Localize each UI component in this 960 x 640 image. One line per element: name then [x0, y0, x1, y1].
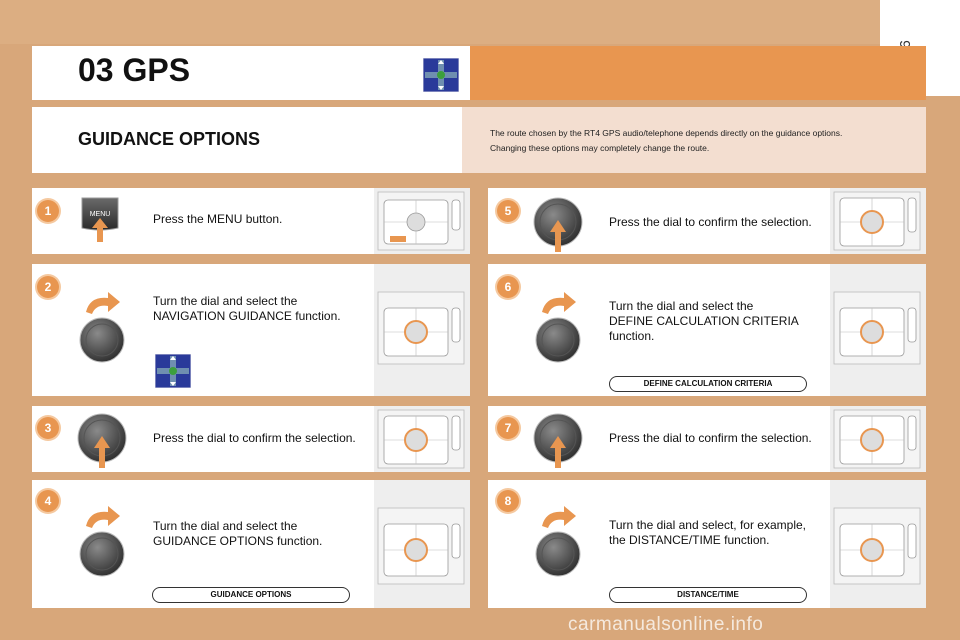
- instruction-line: NAVIGATION GUIDANCE function.: [153, 309, 341, 323]
- instruction-line: Press the dial to confirm the selection.: [153, 431, 356, 445]
- step-instruction: [153, 212, 282, 227]
- dial-knob-icon: [528, 504, 588, 580]
- step-instruction: [153, 519, 322, 549]
- dial-knob-icon: [72, 406, 132, 482]
- intro-line: Changing these options may completely change the route.: [490, 143, 710, 153]
- step-number-badge: 6: [497, 276, 519, 298]
- instruction-line: Turn the dial and select, for example,: [609, 518, 806, 532]
- menu-button-icon: [78, 194, 122, 244]
- watermark: carmanualsonline.info: [568, 614, 764, 635]
- instruction-line: DEFINE CALCULATION CRITERIA: [609, 314, 799, 328]
- gps-crosshair-icon: [423, 58, 459, 92]
- control-panel-icon: [832, 190, 922, 252]
- control-panel-icon: [832, 408, 922, 470]
- control-panel-icon: [376, 290, 466, 366]
- step-instruction: [609, 518, 806, 548]
- gps-crosshair-icon: [155, 354, 191, 388]
- top-band: [0, 0, 880, 44]
- step-number-badge: 8: [497, 490, 519, 512]
- control-panel-icon: [832, 290, 922, 366]
- step-number-badge: 2: [37, 276, 59, 298]
- instruction-line: Press the MENU button.: [153, 212, 283, 226]
- chapter-title: GPS: [122, 52, 191, 88]
- instruction-line: Turn the dial and select the: [153, 519, 298, 533]
- instruction-line: the DISTANCE/TIME function.: [609, 533, 770, 547]
- step-instruction: [609, 431, 812, 446]
- control-panel-icon: [376, 190, 466, 252]
- step-instruction: [153, 294, 341, 324]
- dial-knob-icon: [528, 290, 588, 366]
- dial-knob-icon: [528, 406, 588, 482]
- step-number-badge: 7: [497, 417, 519, 439]
- screen-label-pill: GUIDANCE OPTIONS: [152, 587, 350, 603]
- step-instruction: [153, 431, 356, 446]
- page-title: [78, 52, 190, 89]
- header-accent-bar: [470, 46, 926, 100]
- arrow-curve-right-icon: [542, 292, 576, 314]
- dial-knob-icon: [72, 290, 132, 366]
- arrow-curve-right-icon: [86, 506, 120, 528]
- instruction-line: function.: [609, 329, 655, 343]
- dial-knob-icon: [528, 190, 588, 266]
- step-number-badge: 1: [37, 200, 59, 222]
- instruction-line: Turn the dial and select the: [609, 299, 754, 313]
- dial-knob-icon: [72, 504, 132, 580]
- menu-button-label: MENU: [89, 211, 111, 218]
- step-instruction: [609, 299, 799, 344]
- screen-label-pill: DEFINE CALCULATION CRITERIA: [609, 376, 807, 392]
- screen-label-pill: DISTANCE/TIME: [609, 587, 807, 603]
- step-number-badge: 3: [37, 417, 59, 439]
- instruction-line: Turn the dial and select the: [153, 294, 298, 308]
- instruction-line: GUIDANCE OPTIONS function.: [153, 534, 323, 548]
- section-title: GUIDANCE OPTIONS: [78, 129, 261, 149]
- control-panel-icon: [832, 506, 922, 586]
- step-number-badge: 5: [497, 200, 519, 222]
- chapter-number: 03: [78, 52, 114, 88]
- instruction-line: Press the dial to confirm the selection.: [609, 431, 812, 445]
- control-panel-icon: [376, 506, 466, 586]
- arrow-curve-right-icon: [542, 506, 576, 528]
- instruction-line: Press the dial to confirm the selection.: [609, 215, 812, 229]
- intro-text: [490, 126, 910, 156]
- step-number-badge: 4: [37, 490, 59, 512]
- intro-line: The route chosen by the RT4 GPS audio/telephone depends directly on the guidance options.: [490, 128, 843, 138]
- arrow-curve-right-icon: [86, 292, 120, 314]
- control-panel-icon: [376, 408, 466, 470]
- step-instruction: [609, 215, 812, 230]
